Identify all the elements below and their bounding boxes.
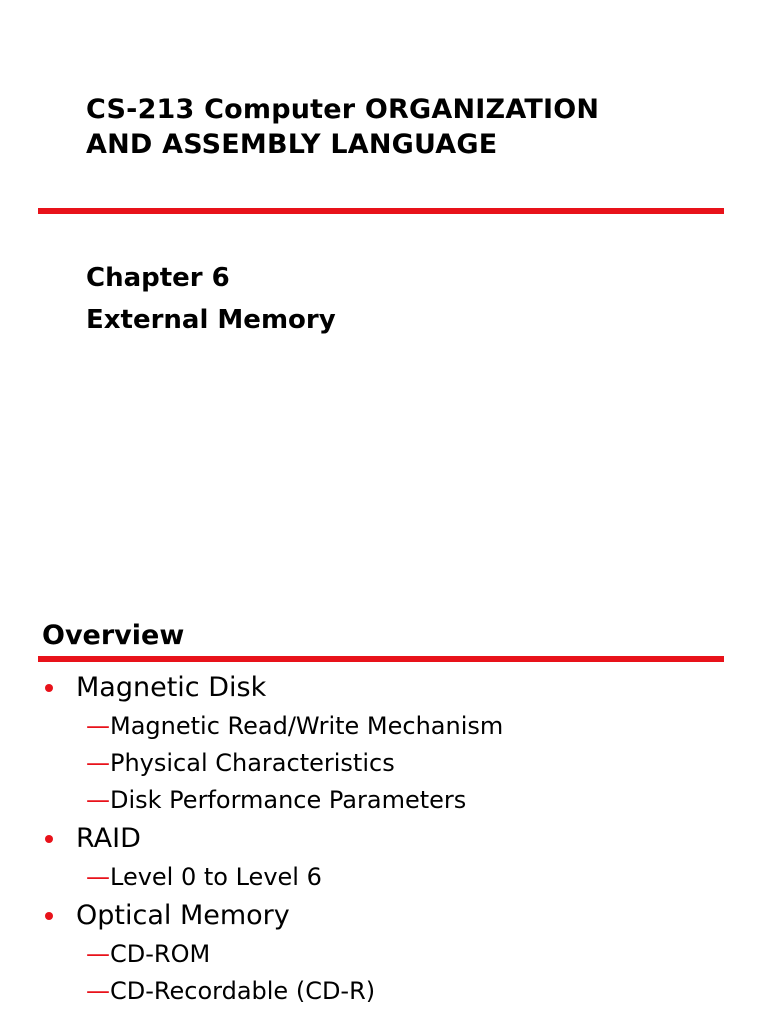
outline-subitem-label: CD-Recordable (CD-R)	[110, 977, 376, 1005]
title-divider	[38, 208, 724, 214]
course-title-line-1: CS-213 Computer ORGANIZATION	[86, 94, 600, 125]
dash-marker-icon: —	[86, 863, 110, 891]
bullet-dot-icon	[45, 835, 53, 843]
overview-slide	[0, 600, 768, 1024]
outline-item-label: Optical Memory	[76, 900, 290, 931]
overview-divider	[38, 656, 724, 662]
outline-subitem-label: Physical Characteristics	[110, 749, 395, 777]
outline-subitem-label: Level 0 to Level 6	[110, 863, 322, 891]
outline-subitem-label: Disk Performance Parameters	[110, 786, 467, 814]
bullet-dot-icon	[45, 684, 53, 692]
outline-item-label: RAID	[76, 823, 141, 854]
overview-heading: Overview	[42, 620, 185, 651]
chapter-heading	[86, 257, 336, 341]
course-title	[86, 92, 599, 162]
outline-item-label: Magnetic Disk	[76, 672, 267, 703]
dash-marker-icon: —	[86, 786, 110, 814]
chapter-title: External Memory	[86, 305, 336, 335]
bullet-dot-icon	[45, 912, 53, 920]
dash-marker-icon: —	[86, 712, 110, 740]
dash-marker-icon: —	[86, 749, 110, 777]
dash-marker-icon: —	[86, 940, 110, 968]
chapter-number: Chapter 6	[86, 263, 230, 293]
outline-subitem-label: CD-ROM	[110, 940, 211, 968]
dash-marker-icon: —	[86, 977, 110, 1005]
course-title-line-2: AND ASSEMBLY LANGUAGE	[86, 129, 498, 160]
outline-subitem-label: Magnetic Read/Write Mechanism	[110, 712, 504, 740]
